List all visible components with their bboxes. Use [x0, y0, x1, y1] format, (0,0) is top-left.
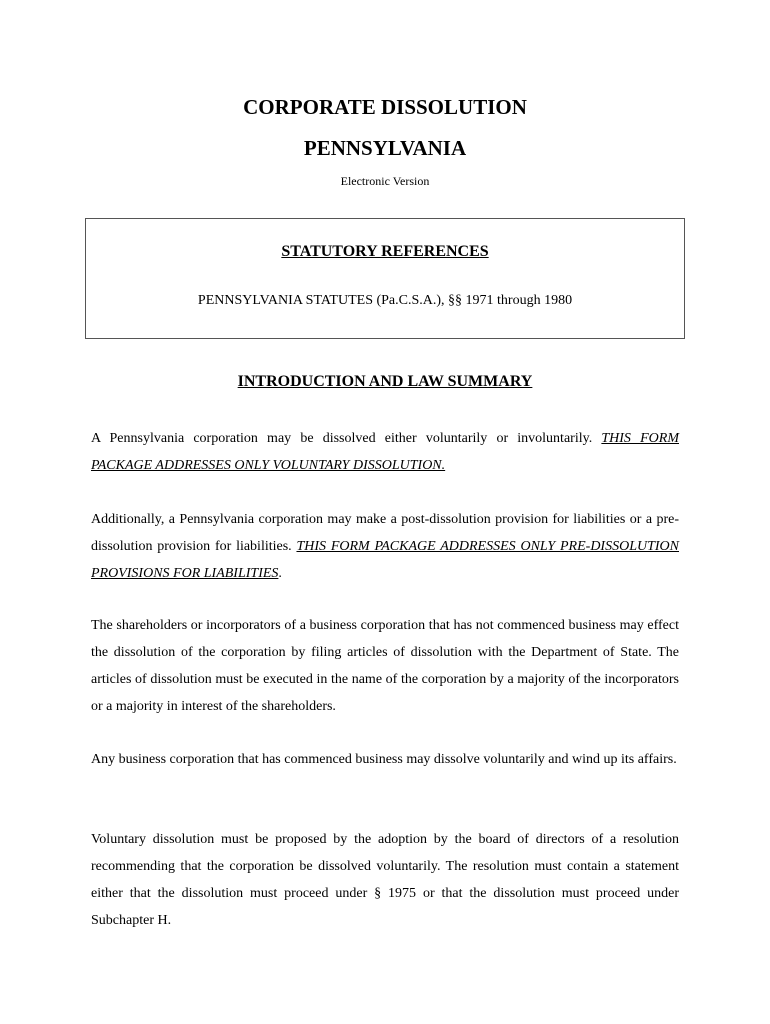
statutory-references-heading: STATUTORY REFERENCES [281, 243, 489, 260]
emphasis-notice: THIS FORM PACKAGE ADDRESSES ONLY PRE-DISSOLUTION PROVISIONS FOR LIABILITIES [91, 539, 679, 581]
paragraph-tail: . [278, 566, 282, 581]
intro-heading: INTRODUCTION AND LAW SUMMARY [237, 373, 533, 390]
intro-paragraph-1 [91, 425, 679, 479]
statutory-references-box [85, 218, 685, 339]
paragraph-text: A Pennsylvania corporation may be dissolved either voluntarily or involuntarily. [91, 431, 602, 446]
document-state: PENNSYLVANIA [303, 136, 467, 160]
document-subtitle: Electronic Version [340, 174, 430, 188]
intro-paragraph-4: Any business corporation that has commenced business may dissolve voluntarily and wind up its affairs. [91, 752, 677, 767]
intro-paragraph-3: The shareholders or incorporators of a business corporation that has not commenced business may effect the dissolution of the corporation by filing articles of dissolution with the Department of State. The articles of dissolution must be executed in the name of the corporation by a majority of the incorporators or a majority in interest of the shareholders. [91, 618, 679, 714]
intro-paragraph-2 [91, 506, 679, 587]
paragraph-text: Additionally, a Pennsylvania corporation may make a post-dissolution provision for liabilities or a pre-dissolution provision for liabilities. [91, 512, 679, 554]
document-title: CORPORATE DISSOLUTION [243, 95, 527, 119]
emphasis-notice: THIS FORM PACKAGE ADDRESSES ONLY VOLUNTARY DISSOLUTION. [91, 431, 679, 473]
intro-paragraph-5: Voluntary dissolution must be proposed by the adoption by the board of directors of a resolution recommending that the corporation be dissolved voluntarily. The resolution must contain a statement either that the dissolution must proceed under § 1975 or that the dissolution must proceed under Subchapter H. [91, 832, 679, 928]
statutory-reference-line: PENNSYLVANIA STATUTES (Pa.C.S.A.), §§ 1971 through 1980 [197, 293, 573, 308]
